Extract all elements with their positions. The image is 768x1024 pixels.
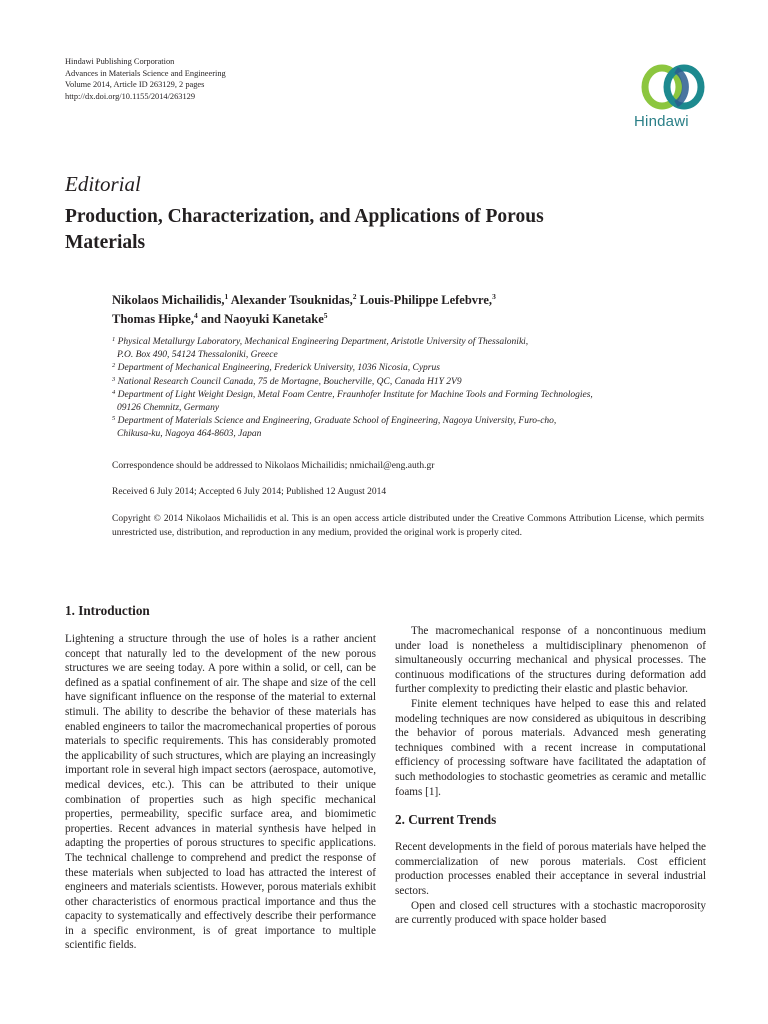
author-affil-sup: 1 [224, 292, 229, 301]
journal-header [65, 56, 226, 102]
article-title: Production, Characterization, and Applications of Porous Materials [65, 206, 544, 253]
author-name: Louis-Philippe Lefebvre, [356, 293, 493, 307]
journal-name: Advances in Materials Science and Engineering [65, 68, 226, 78]
affil-sup: 1 [112, 336, 116, 343]
hindawi-rings-icon [638, 62, 708, 112]
affiliation [112, 362, 712, 375]
introduction-paragraph-3: Finite element techniques have helped to ease this and related modeling techniques are now considered as ubiquitous in describing the behavior of porous materials. Advanced mesh generating techniques combined with a recent increase in computational efficiency of processing software have facilitated the adaptation of such methodologies to stochastic geometries as ceramic and metallic foams [1]. [395, 697, 706, 798]
affiliation [112, 389, 712, 415]
left-column [65, 602, 376, 953]
affil-sup: 2 [112, 362, 116, 370]
introduction-paragraph-2: The macromechanical response of a noncontinuous medium under load is nonetheless a multidisciplinary phenomenon of simultaneously occurring mechanical and physical processes. The continuous modifications of the structures during deformation add further complexity to predicting their elastic and plastic behavior. [395, 625, 706, 696]
right-column [395, 624, 706, 928]
correspondence-note: Correspondence should be addressed to Nikolaos Michailidis; nmichail@eng.auth.gr [112, 461, 435, 471]
author-name: Alexander Tsouknidas, [228, 293, 353, 307]
hindawi-logo-text: Hindawi [634, 113, 689, 130]
section-heading-introduction: 1. Introduction [65, 603, 150, 618]
affiliation [112, 336, 712, 362]
author-name: Thomas Hipke, [112, 311, 194, 326]
affil-sup: 4 [112, 388, 116, 396]
article-type: Editorial [65, 172, 141, 196]
author-affil-sup: 5 [323, 310, 328, 320]
author-affil-sup: 4 [193, 310, 198, 320]
doi-link[interactable]: http://dx.doi.org/10.1155/2014/263129 [65, 91, 196, 101]
author-name: and Naoyuki Kanetake [197, 311, 324, 326]
affil-line: Physical Metallurgy Laboratory, Mechanical Engineering Department, Aristotle University of Thessaloniki, [117, 337, 529, 347]
volume-info: Volume 2014, Article ID 263129, 2 pages [65, 80, 205, 90]
author-name: Nikolaos Michailidis, [112, 293, 225, 307]
affil-line: Department of Materials Science and Engineering, Graduate School of Engineering, Nagoya University, Furo-cho, [117, 416, 557, 427]
affiliation-list [112, 336, 712, 442]
publication-dates: Received 6 July 2014; Accepted 6 July 2014; Published 12 August 2014 [112, 487, 387, 497]
affil-line: 09126 Chemnitz, Germany [117, 403, 220, 414]
introduction-paragraph-1: Lightening a structure through the use of holes is a rather ancient concept that naturally led to the development of the new porous structures we are seeing today. A pore within a solid, or cell, can be defined as a spatial confinement of air. The shape and size of the cell have significant influence on the response of the material to external stimuli. The ability to describe the behavior of these materials has enabled engineers to tailor the macromechanical properties of porous materials to specific requirements. This has considerably promoted the applicability of such structures, which are playing an increasingly important role in several high impact sectors (aerospace, automotive, medical devices, etc.). This can be attributed to their unique combination of properties such as high specific mechanical properties, permeability, specific surface area, and biomimetic properties. Recent advances in material synthesis have helped in adapting the properties of porous structures to specific applications. The technical challenge to comprehend and predict the response of these materials when subjected to load has attracted the interest of engineers and materials scientists. However, porous materials exhibit other characteristics of enormous practical importance and thus the capacity to systematically and effectively describe their performance in a specific environment, is of great importance to multiple scientific fields. [65, 633, 376, 952]
trends-paragraph-1: Recent developments in the field of porous materials have helped the commercialization of new porous materials. Cost efficient production processes enabled their acceptance in several industrial sectors. [395, 841, 706, 897]
affil-line: Department of Light Weight Design, Metal Foam Centre, Fraunhofer Institute for Machine Tools and Forming Technologies, [117, 389, 593, 400]
affil-line: Department of Mechanical Engineering, Frederick University, 1036 Nicosia, Cyprus [117, 363, 440, 374]
hindawi-logo [634, 62, 712, 130]
affil-sup: 5 [112, 415, 116, 423]
section-heading-current-trends: 2. Current Trends [395, 812, 497, 828]
trends-paragraph-2: Open and closed cell structures with a stochastic macroporosity are currently produced with space holder based [395, 899, 706, 927]
publisher-name: Hindawi Publishing Corporation [65, 57, 175, 66]
author-list [112, 291, 712, 328]
affil-line: Chikusa-ku, Nagoya 464-8603, Japan [117, 429, 262, 440]
affiliation [112, 415, 712, 441]
affil-line: P.O. Box 490, 54124 Thessaloniki, Greece [117, 350, 278, 361]
affil-line: National Research Council Canada, 75 de Mortagne, Boucherville, QC, Canada H1Y 2V9 [117, 376, 462, 387]
affiliation [112, 376, 712, 389]
author-affil-sup: 3 [492, 292, 496, 301]
copyright-notice: Copyright © 2014 Nikolaos Michailidis et al. This is an open access article distributed under the Creative Commons Attribution License, which permits unrestricted use, distribution, and reproduction in any medium, provided the original work is properly cited. [112, 514, 704, 538]
author-affil-sup: 2 [352, 292, 357, 301]
affil-sup: 3 [112, 375, 116, 383]
